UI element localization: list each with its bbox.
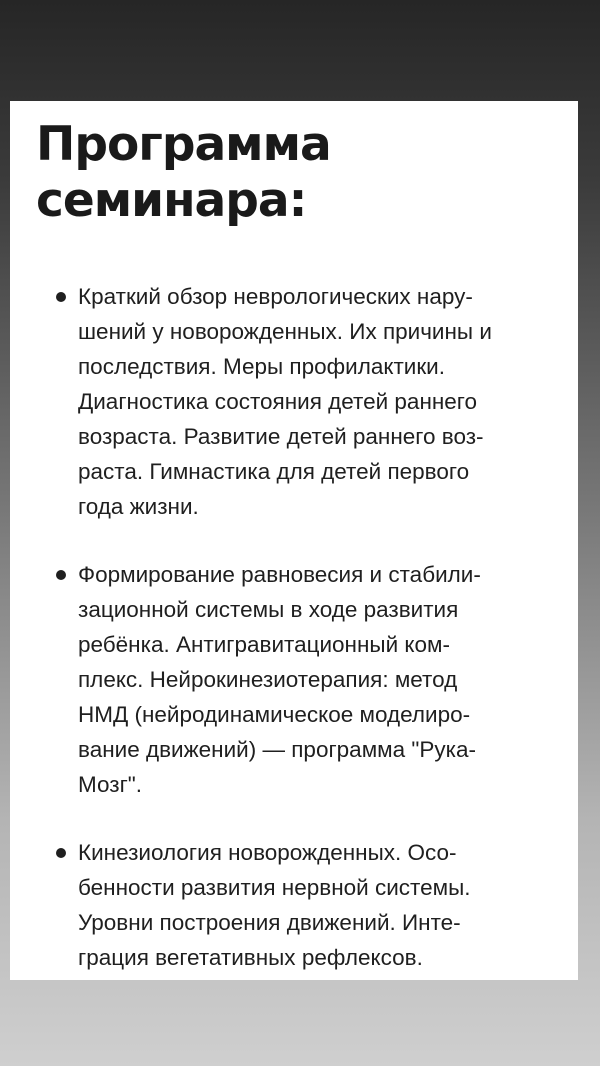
item-text-line: Краткий обзор неврологических нару-: [78, 284, 473, 309]
list-item: [36, 557, 556, 802]
item-text-line: раста. Гимнастика для детей первого: [78, 459, 470, 484]
program-list: [36, 279, 556, 975]
item-text-line: Формирование равновесия и стабили-: [78, 562, 481, 587]
item-text-line: плекс. Нейрокинезиотерапия: метод: [78, 667, 458, 692]
bullet-icon: [56, 570, 66, 580]
item-text-line: ребёнка. Антигравитационный ком-: [78, 632, 450, 657]
item-text-line: зационной системы в ходе развития: [78, 597, 459, 622]
item-text-line: бенности развития нервной системы.: [78, 875, 471, 900]
item-text-line: последствия. Меры профилактики.: [78, 354, 445, 379]
item-text-line: Диагностика состояния детей раннего: [78, 389, 478, 414]
title-line: Программа: [36, 117, 331, 172]
item-text-line: НМД (нейродинамическое моделиро-: [78, 702, 471, 727]
title-line: семинара:: [36, 173, 307, 228]
list-item: [36, 835, 556, 975]
bullet-icon: [56, 292, 66, 302]
page-title: [36, 117, 556, 229]
item-text-line: Уровни построения движений. Инте-: [78, 910, 461, 935]
item-text-line: шений у новорожденных. Их причины и: [78, 319, 492, 344]
item-text-line: грация вегетативных рефлексов.: [78, 945, 423, 970]
list-item: [36, 279, 556, 524]
program-card: [10, 101, 578, 980]
item-text-line: возраста. Развитие детей раннего воз-: [78, 424, 484, 449]
item-text-line: года жизни.: [78, 494, 199, 519]
bullet-icon: [56, 848, 66, 858]
item-text-line: Кинезиология новорожденных. Осо-: [78, 840, 457, 865]
item-text-line: Мозг".: [78, 772, 143, 797]
item-text-line: вание движений) — программа "Рука-: [78, 737, 476, 762]
